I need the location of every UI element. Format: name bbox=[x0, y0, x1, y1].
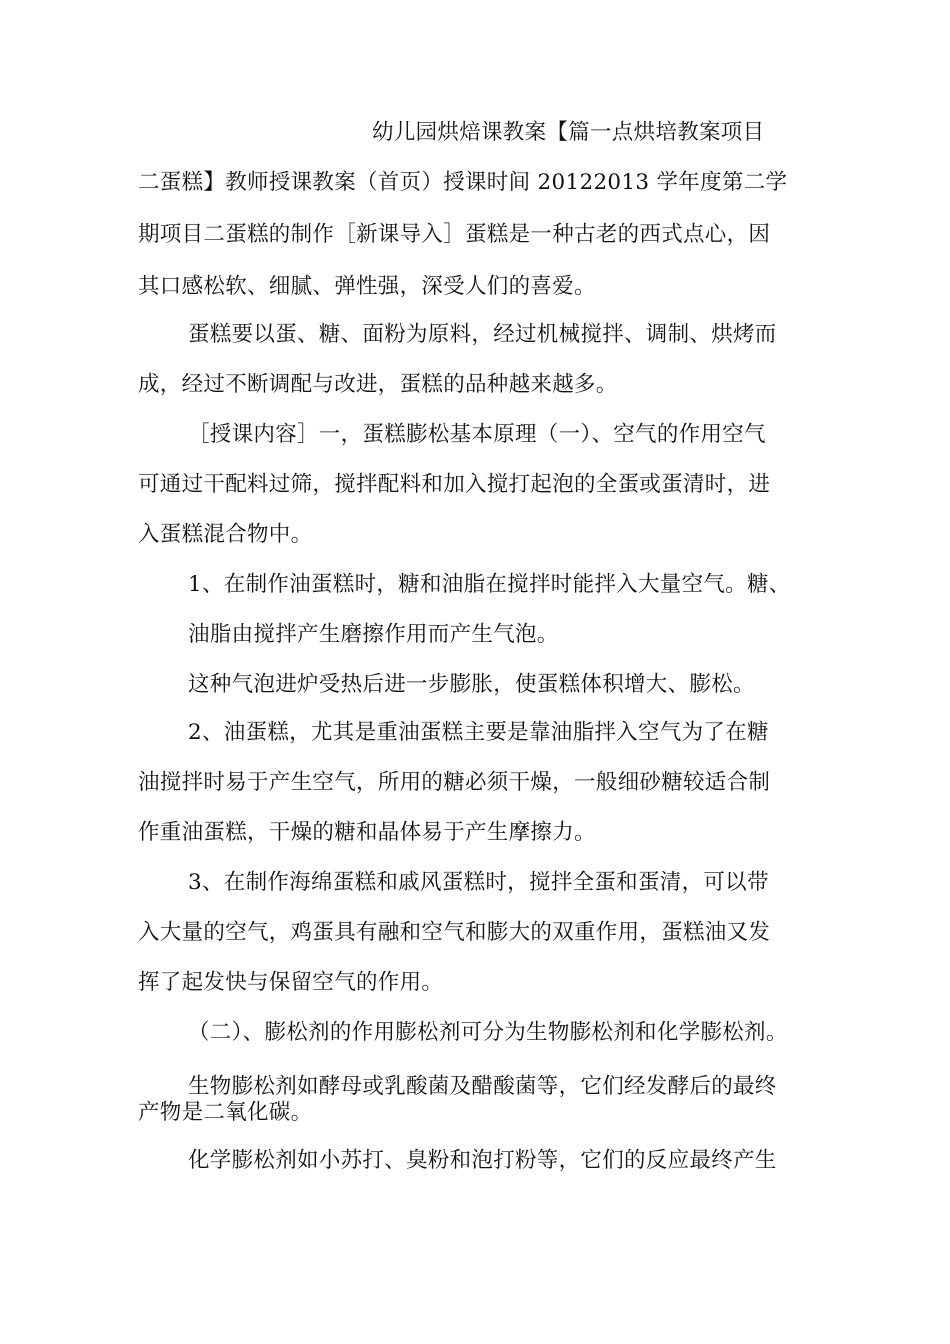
paragraph-line: 蛋糕要以蛋、糖、面粉为原料，经过机械搅拌、调制、烘烤而 bbox=[188, 322, 777, 347]
paragraph-line: 期项目二蛋糕的制作［新课导入］蛋糕是一种古老的西式点心，因 bbox=[138, 222, 771, 247]
paragraph-line: 可通过干配料过筛，搅拌配料和加入搅打起泡的全蛋或蛋清时，进 bbox=[138, 472, 771, 497]
paragraph-line: 入大量的空气，鸡蛋具有融和空气和膨大的双重作用，蛋糕油又发 bbox=[138, 920, 771, 945]
list-item-line: 油脂由搅拌产生磨擦作用而产生气泡。 bbox=[188, 622, 559, 647]
paragraph-line: 入蛋糕混合物中。 bbox=[138, 522, 313, 547]
paragraph-line: ［授课内容］一，蛋糕膨松基本原理（一）、空气的作用空气 bbox=[188, 422, 766, 447]
paragraph-line: 油搅拌时易于产生空气，所用的糖必须干燥，一般细砂糖较适合制 bbox=[138, 770, 771, 795]
paragraph-line: 挥了起发快与保留空气的作用。 bbox=[138, 970, 444, 995]
section-line: （二）、膨松剂的作用膨松剂可分为生物膨松剂和化学膨松剂。 bbox=[188, 1020, 788, 1045]
list-item-line: 1、在制作油蛋糕时，糖和油脂在搅拌时能拌入大量空气。糖、 bbox=[188, 572, 791, 597]
paragraph-line: 生物膨松剂如酵母或乳酸菌及醋酸菌等，它们经发酵后的最终 bbox=[188, 1074, 777, 1099]
paragraph-line: 二蛋糕】教师授课教案（首页）授课时间 20122013 学年度第二学 bbox=[138, 170, 788, 195]
title-line: 幼儿园烘焙课教案【篇一点烘培教案项目 bbox=[372, 120, 765, 145]
paragraph-line: 作重油蛋糕，干燥的糖和晶体易于产生摩擦力。 bbox=[138, 820, 596, 845]
paragraph-line: 其口感松软、细腻、弹性强，深受人们的喜爱。 bbox=[138, 274, 596, 299]
list-item-line: 3、在制作海绵蛋糕和戚风蛋糕时，搅拌全蛋和蛋清，可以带 bbox=[188, 870, 769, 895]
paragraph-line: 产物是二氧化碳。 bbox=[138, 1100, 313, 1125]
paragraph-line: 这种气泡进炉受热后进一步膨胀，使蛋糕体积增大、膨松。 bbox=[188, 672, 755, 697]
list-item-line: 2、油蛋糕，尤其是重油蛋糕主要是靠油脂拌入空气为了在糖 bbox=[188, 720, 769, 745]
paragraph-line: 化学膨松剂如小苏打、臭粉和泡打粉等，它们的反应最终产生 bbox=[188, 1148, 777, 1173]
paragraph-line: 成，经过不断调配与改进，蛋糕的品种越来越多。 bbox=[138, 372, 618, 397]
